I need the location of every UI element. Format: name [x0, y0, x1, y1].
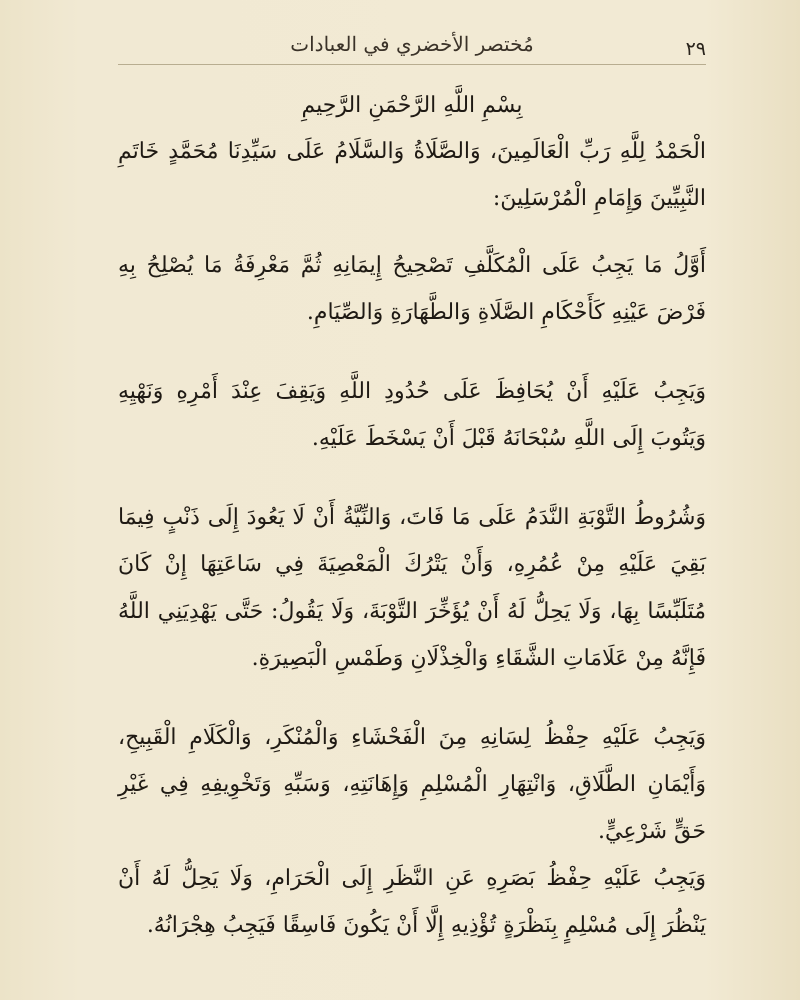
header-divider	[118, 64, 706, 65]
paragraph-gap	[118, 222, 706, 242]
page-header	[118, 30, 706, 64]
paragraph-first-obligation: أَوَّلُ مَا يَجِبُ عَلَى الْمُكَلَّفِ تَصْحِيحُ إِيمَانِهِ ثُمَّ مَعْرِفَةُ مَا يُصْلِحُ بِهِ فَرْضَ عَيْنِهِ كَأَحْكَامِ الصَّلَاةِ وَالطَّهَارَةِ وَالصِّيَامِ.	[118, 253, 706, 325]
paragraph-gap	[118, 336, 706, 368]
paragraph-gap	[118, 462, 706, 494]
paragraph-intro: الْحَمْدُ لِلَّهِ رَبِّ الْعَالَمِينَ، وَالصَّلَاةُ وَالسَّلَامُ عَلَى سَيِّدِنَا مُحَمَّدٍ خَاتَمِ النَّبِيِّينَ وَإِمَامِ الْمُرْسَلِينَ:	[118, 139, 706, 211]
paragraph-conditions-of-repentance: وَشُرُوطُ التَّوْبَةِ النَّدَمُ عَلَى مَا فَاتَ، وَالنِّيَّةُ أَنْ لَا يَعُودَ إِلَى ذَنْبٍ فِيمَا بَقِيَ عَلَيْهِ مِنْ عُمُرِهِ، وَأَنْ يَتْرُكَ الْمَعْصِيَةَ فِي سَاعَتِهَا إِنْ كَانَ مُتَلَبِّسًا بِهَا، وَلَا يَحِلُّ لَهُ أَنْ يُؤَخِّرَ التَّوْبَةَ، وَلَا يَقُولُ: حَتَّى يَهْدِيَنِي اللَّهُ فَإِنَّهُ مِنْ عَلَامَاتِ الشَّقَاءِ وَالْخِذْلَانِ وَطَمْسِ الْبَصِيرَةِ.	[118, 505, 706, 671]
paragraph-gap	[118, 682, 706, 714]
page-number: ٢٩	[685, 38, 706, 60]
running-title: مُختصر الأخضري في العبادات	[290, 32, 534, 56]
paragraph-guarding-sight: وَيَجِبُ عَلَيْهِ حِفْظُ بَصَرِهِ عَنِ النَّظَرِ إِلَى الْحَرَامِ، وَلَا يَحِلُّ لَهُ أَنْ يَنْظُرَ إِلَى مُسْلِمٍ بِنَظْرَةٍ تُؤْذِيهِ إِلَّا أَنْ يَكُونَ فَاسِقًا فَيَجِبُ هِجْرَانُهُ.	[118, 866, 706, 938]
main-text	[118, 86, 706, 949]
paragraph-guarding-tongue: وَيَجِبُ عَلَيْهِ حِفْظُ لِسَانِهِ مِنَ الْفَحْشَاءِ وَالْمُنْكَرِ، وَالْكَلَامِ الْقَبِيحِ، وَأَيْمَانِ الطَّلَاقِ، وَانْتِهَارِ الْمُسْلِمِ وَإِهَانَتِهِ، وَسَبِّهِ وَتَخْوِيفِهِ فِي غَيْرِ حَقٍّ شَرْعِيٍّ.	[118, 725, 706, 844]
paragraph-limits-of-god: وَيَجِبُ عَلَيْهِ أَنْ يُحَافِظَ عَلَى حُدُودِ اللَّهِ وَيَقِفَ عِنْدَ أَمْرِهِ وَنَهْيِهِ وَيَتُوبَ إِلَى اللَّهِ سُبْحَانَهُ قَبْلَ أَنْ يَسْخَطَ عَلَيْهِ.	[118, 379, 706, 451]
basmala: بِسْمِ اللَّهِ الرَّحْمَنِ الرَّحِيمِ	[301, 93, 523, 118]
